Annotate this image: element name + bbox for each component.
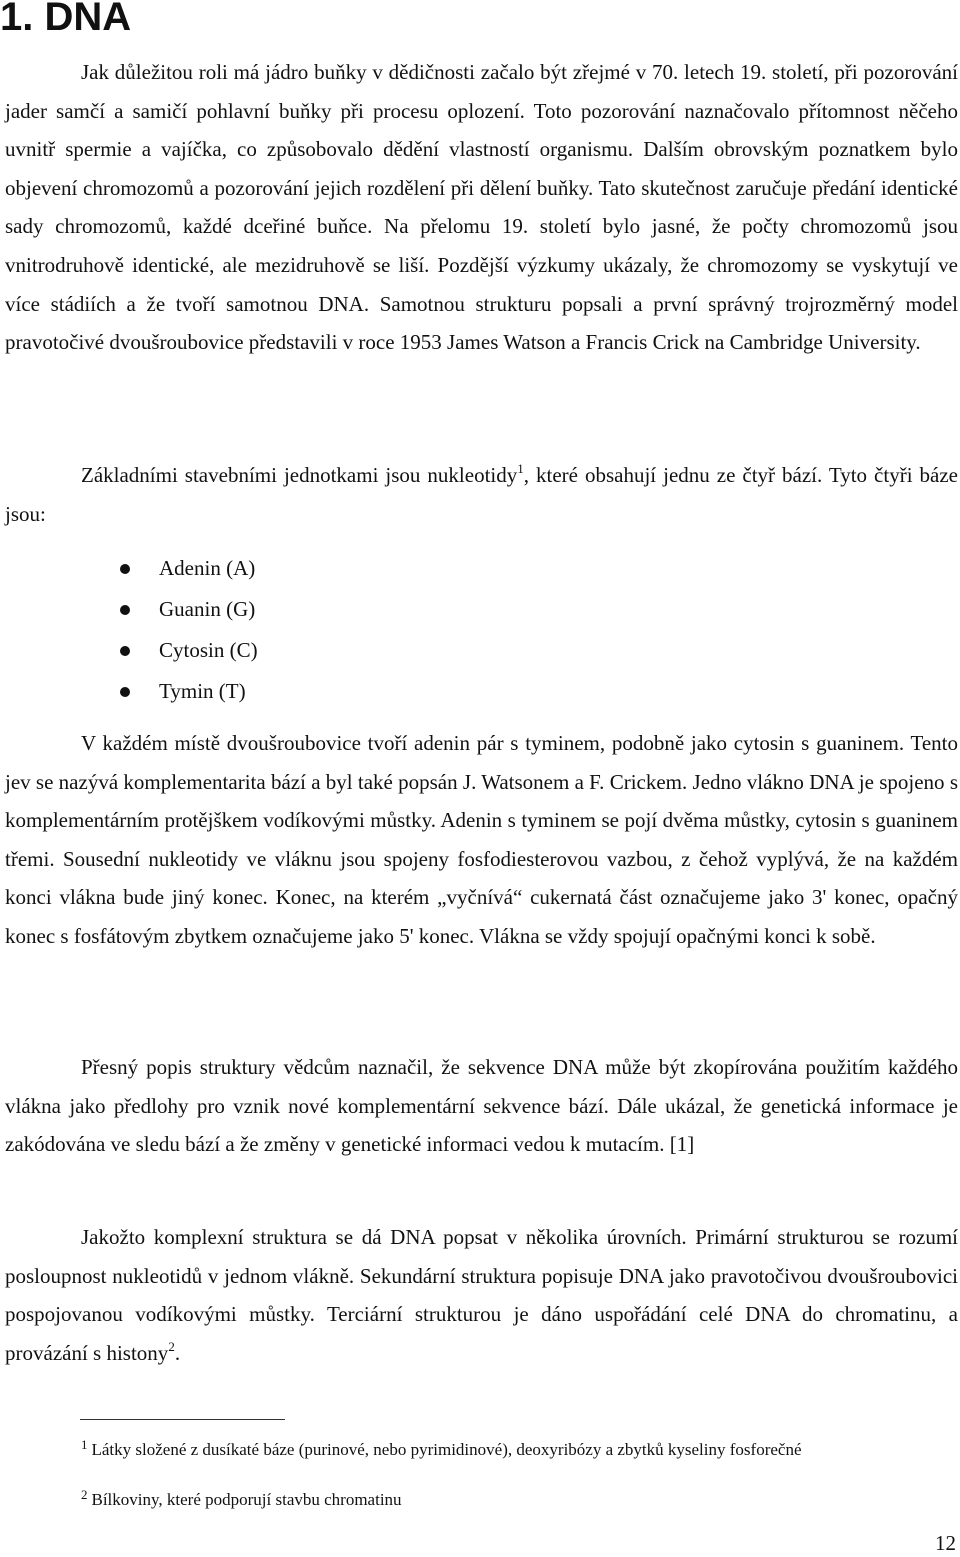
- paragraph-building-units-text-end: , které obsahují jednu ze čtyř bází. Tyto čtyři báze jsou:: [5, 463, 958, 526]
- paragraph-structure-levels: [5, 1218, 958, 1372]
- list-item: [0, 631, 258, 672]
- footnote-text: Bílkoviny, které podporují stavbu chromatinu: [91, 1490, 402, 1509]
- list-item-label: Guanin (G): [159, 597, 256, 621]
- list-item: [0, 672, 258, 713]
- page-number: 12: [935, 1531, 956, 1555]
- footnote-text: Látky složené z dusíkaté báze (purinové, nebo pyrimidinové), deoxyribózy a zbytků kyseliny fosforečné: [91, 1440, 802, 1459]
- footnote-ref-1[interactable]: 1: [517, 461, 524, 476]
- paragraph-replication: Přesný popis struktury vědcům naznačil, že sekvence DNA může být zkopírována použitím každého vlákna jako předlohy pro vznik nové komplementární sekvence bází. Dále ukázal, že genetická informace je zakódována ve sledu bází a že změny v genetické informaci vedou k mutacím. [1]: [5, 1055, 958, 1157]
- bases-list: [0, 549, 258, 713]
- list-item-label: Adenin (A): [159, 556, 256, 580]
- bullet-icon: [120, 605, 130, 615]
- paragraph-building-units: [5, 456, 958, 533]
- list-item-label: Tymin (T): [159, 679, 246, 703]
- paragraph-structure-levels-text-end: .: [174, 1340, 181, 1365]
- list-item: [0, 549, 258, 590]
- footnote-1: [5, 1438, 956, 1463]
- footnote-separator: [80, 1419, 285, 1420]
- footnote-2: [5, 1488, 956, 1513]
- footnote-ref-2[interactable]: 2: [168, 1338, 175, 1354]
- bullet-icon: [120, 646, 130, 656]
- paragraph-complementarity: V každém místě dvoušroubovice tvoří adenin pár s tyminem, podobně jako cytosin s guaninem. Tento jev se nazývá komplementarita bází a byl také popsán J. Watsonem a F. Crickem. Jedno vlákno DNA je spojeno s komplementárním protějškem vodíkovými můstky. Adenin s tyminem se pojí dvěma můstky, cytosin s guaninem třemi. Sousední nukleotidy ve vláknu jsou spojeny fosfodiesterovou vazbou, z čehož vyplývá, že na každém konci vlákna bude jiný konec. Konec, na kterém „vyčnívá“ cukernatá část označujeme jako 3' konec, opačný konec s fosfátovým zbytkem označujeme jako 5' konec. Vlákna se vždy spojují opačnými konci k sobě.: [5, 731, 958, 948]
- paragraph-structure-levels-text: Jakožto komplexní struktura se dá DNA popsat v několika úrovních. Primární strukturou se rozumí posloupnost nukleotidů v jednom vlákně. Sekundární struktura popisuje DNA jako pravotočivou dvoušroubovici pospojovanou vodíkovými můstky. Terciární strukturou je dáno uspořádání celé DNA do chromatinu, a provázání s histony: [5, 1225, 958, 1365]
- bullet-icon: [120, 687, 130, 697]
- paragraph-building-units-text: Základními stavebními jednotkami jsou nukleotidy: [81, 463, 518, 487]
- paragraph-history: Jak důležitou roli má jádro buňky v dědičnosti začalo být zřejmé v 70. letech 19. století, při pozorování jader samčí a samičí pohlavní buňky při procesu oplození. Toto pozorování naznačovalo přítomnost něčeho uvnitř spermie a vajíčka, co způsobovalo dědění vlastností organismu. Dalším obrovským poznatkem bylo objevení chromozomů a pozorování jejich rozdělení při dělení buňky. Tato skutečnost zaručuje předání identické sady chromozomů, každé dceřiné buňce. Na přelomu 19. století bylo jasné, že počty chromozomů jsou vnitrodruhově identické, ale mezidruhově se liší. Pozdější výzkumy ukázaly, že chromozomy se vyskytují ve více stádiích a že tvoří samotnou DNA. Samotnou strukturu popsali a první správný trojrozměrný model pravotočivé dvoušroubovice představili v roce 1953 James Watson a Francis Crick na Cambridge University.: [5, 60, 958, 355]
- list-item-label: Cytosin (C): [159, 638, 258, 662]
- footnote-number: 1: [81, 1437, 88, 1452]
- footnote-number: 2: [81, 1487, 88, 1502]
- bullet-icon: [120, 564, 130, 574]
- chapter-heading: 1. DNA: [0, 0, 132, 39]
- list-item: [0, 590, 258, 631]
